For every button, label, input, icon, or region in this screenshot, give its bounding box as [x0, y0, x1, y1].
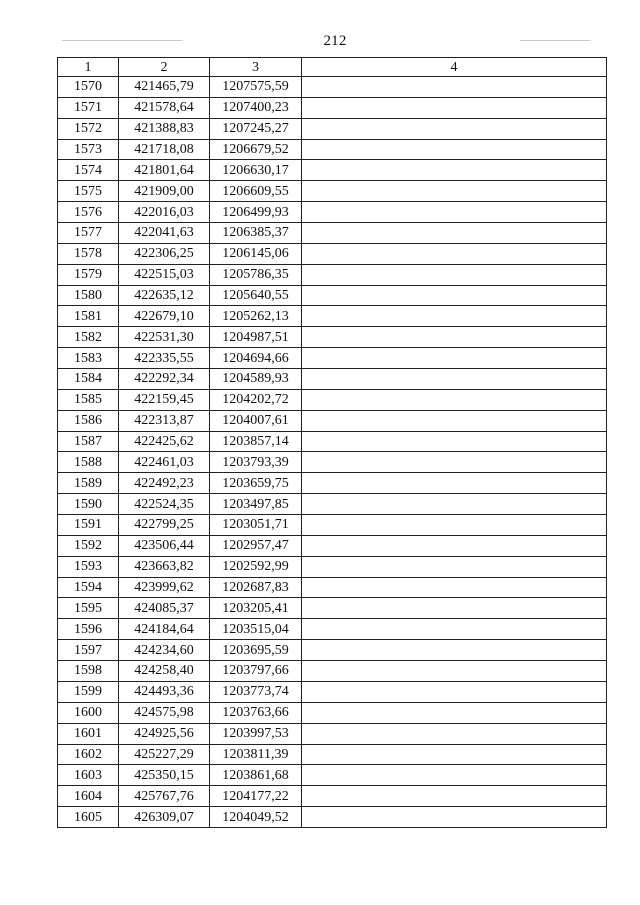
- point-number-cell: 1582: [58, 327, 119, 348]
- point-number-cell: 1591: [58, 515, 119, 536]
- note-cell: [302, 681, 607, 702]
- note-cell: [302, 118, 607, 139]
- x-coordinate-cell: 421909,00: [119, 181, 210, 202]
- note-cell: [302, 619, 607, 640]
- point-number-cell: 1590: [58, 494, 119, 515]
- x-coordinate-cell: 424085,37: [119, 598, 210, 619]
- y-coordinate-cell: 1203797,66: [210, 661, 302, 682]
- table-row: [58, 160, 607, 181]
- table-body: [58, 77, 607, 828]
- point-number-cell: 1588: [58, 452, 119, 473]
- x-coordinate-cell: 424925,56: [119, 723, 210, 744]
- y-coordinate-cell: 1207400,23: [210, 97, 302, 118]
- coordinates-table: [57, 57, 607, 828]
- y-coordinate-cell: 1203793,39: [210, 452, 302, 473]
- point-number-cell: 1587: [58, 431, 119, 452]
- x-coordinate-cell: 422679,10: [119, 306, 210, 327]
- point-number-cell: 1577: [58, 223, 119, 244]
- y-coordinate-cell: 1204049,52: [210, 807, 302, 828]
- note-cell: [302, 369, 607, 390]
- table-row: [58, 494, 607, 515]
- x-coordinate-cell: 422461,03: [119, 452, 210, 473]
- point-number-cell: 1583: [58, 348, 119, 369]
- y-coordinate-cell: 1203811,39: [210, 744, 302, 765]
- y-coordinate-cell: 1203051,71: [210, 515, 302, 536]
- x-coordinate-cell: 422041,63: [119, 223, 210, 244]
- y-coordinate-cell: 1204177,22: [210, 786, 302, 807]
- point-number-cell: 1597: [58, 640, 119, 661]
- note-cell: [302, 723, 607, 744]
- y-coordinate-cell: 1203773,74: [210, 681, 302, 702]
- point-number-cell: 1578: [58, 243, 119, 264]
- x-coordinate-cell: 422313,87: [119, 410, 210, 431]
- y-coordinate-cell: 1206145,06: [210, 243, 302, 264]
- note-cell: [302, 410, 607, 431]
- table-row: [58, 723, 607, 744]
- point-number-cell: 1599: [58, 681, 119, 702]
- table-row: [58, 681, 607, 702]
- note-cell: [302, 264, 607, 285]
- x-coordinate-cell: 423506,44: [119, 535, 210, 556]
- x-coordinate-cell: 422159,45: [119, 389, 210, 410]
- column-header-1: 1: [58, 58, 119, 77]
- y-coordinate-cell: 1207575,59: [210, 77, 302, 98]
- point-number-cell: 1575: [58, 181, 119, 202]
- y-coordinate-cell: 1206385,37: [210, 223, 302, 244]
- point-number-cell: 1592: [58, 535, 119, 556]
- point-number-cell: 1594: [58, 577, 119, 598]
- point-number-cell: 1580: [58, 285, 119, 306]
- table-row: [58, 118, 607, 139]
- point-number-cell: 1584: [58, 369, 119, 390]
- point-number-cell: 1596: [58, 619, 119, 640]
- x-coordinate-cell: 421578,64: [119, 97, 210, 118]
- table-row: [58, 369, 607, 390]
- y-coordinate-cell: 1203497,85: [210, 494, 302, 515]
- x-coordinate-cell: 425350,15: [119, 765, 210, 786]
- table-row: [58, 765, 607, 786]
- x-coordinate-cell: 422492,23: [119, 473, 210, 494]
- note-cell: [302, 348, 607, 369]
- y-coordinate-cell: 1202592,99: [210, 556, 302, 577]
- y-coordinate-cell: 1205262,13: [210, 306, 302, 327]
- table-row: [58, 786, 607, 807]
- scan-artifact-line: [62, 40, 182, 41]
- table-row: [58, 139, 607, 160]
- table-row: [58, 807, 607, 828]
- note-cell: [302, 202, 607, 223]
- point-number-cell: 1571: [58, 97, 119, 118]
- table-row: [58, 77, 607, 98]
- x-coordinate-cell: 421801,64: [119, 160, 210, 181]
- x-coordinate-cell: 422425,62: [119, 431, 210, 452]
- y-coordinate-cell: 1205640,55: [210, 285, 302, 306]
- table-row: [58, 577, 607, 598]
- note-cell: [302, 702, 607, 723]
- table-row: [58, 661, 607, 682]
- point-number-cell: 1576: [58, 202, 119, 223]
- x-coordinate-cell: 424184,64: [119, 619, 210, 640]
- point-number-cell: 1593: [58, 556, 119, 577]
- y-coordinate-cell: 1203659,75: [210, 473, 302, 494]
- point-number-cell: 1581: [58, 306, 119, 327]
- y-coordinate-cell: 1203763,66: [210, 702, 302, 723]
- note-cell: [302, 452, 607, 473]
- note-cell: [302, 556, 607, 577]
- y-coordinate-cell: 1204987,51: [210, 327, 302, 348]
- note-cell: [302, 535, 607, 556]
- point-number-cell: 1605: [58, 807, 119, 828]
- y-coordinate-cell: 1204007,61: [210, 410, 302, 431]
- table-row: [58, 640, 607, 661]
- scan-artifact-line: [520, 40, 590, 41]
- x-coordinate-cell: 421388,83: [119, 118, 210, 139]
- y-coordinate-cell: 1203997,53: [210, 723, 302, 744]
- table-row: [58, 202, 607, 223]
- x-coordinate-cell: 424234,60: [119, 640, 210, 661]
- x-coordinate-cell: 422335,55: [119, 348, 210, 369]
- table-row: [58, 619, 607, 640]
- table-header-row: [58, 58, 607, 77]
- point-number-cell: 1603: [58, 765, 119, 786]
- note-cell: [302, 744, 607, 765]
- point-number-cell: 1574: [58, 160, 119, 181]
- table-row: [58, 348, 607, 369]
- note-cell: [302, 181, 607, 202]
- y-coordinate-cell: 1204202,72: [210, 389, 302, 410]
- table-row: [58, 243, 607, 264]
- note-cell: [302, 77, 607, 98]
- column-header-3: 3: [210, 58, 302, 77]
- table-row: [58, 181, 607, 202]
- note-cell: [302, 473, 607, 494]
- y-coordinate-cell: 1203515,04: [210, 619, 302, 640]
- note-cell: [302, 577, 607, 598]
- x-coordinate-cell: 424575,98: [119, 702, 210, 723]
- x-coordinate-cell: 422531,30: [119, 327, 210, 348]
- table-row: [58, 702, 607, 723]
- y-coordinate-cell: 1206679,52: [210, 139, 302, 160]
- column-header-4: 4: [302, 58, 607, 77]
- point-number-cell: 1573: [58, 139, 119, 160]
- x-coordinate-cell: 422016,03: [119, 202, 210, 223]
- note-cell: [302, 223, 607, 244]
- point-number-cell: 1604: [58, 786, 119, 807]
- point-number-cell: 1585: [58, 389, 119, 410]
- point-number-cell: 1572: [58, 118, 119, 139]
- point-number-cell: 1586: [58, 410, 119, 431]
- note-cell: [302, 97, 607, 118]
- note-cell: [302, 389, 607, 410]
- x-coordinate-cell: 423999,62: [119, 577, 210, 598]
- y-coordinate-cell: 1203857,14: [210, 431, 302, 452]
- x-coordinate-cell: 423663,82: [119, 556, 210, 577]
- note-cell: [302, 431, 607, 452]
- table-row: [58, 285, 607, 306]
- y-coordinate-cell: 1202687,83: [210, 577, 302, 598]
- table-row: [58, 452, 607, 473]
- note-cell: [302, 598, 607, 619]
- note-cell: [302, 327, 607, 348]
- note-cell: [302, 139, 607, 160]
- y-coordinate-cell: 1204589,93: [210, 369, 302, 390]
- table-row: [58, 515, 607, 536]
- note-cell: [302, 640, 607, 661]
- point-number-cell: 1579: [58, 264, 119, 285]
- x-coordinate-cell: 422292,34: [119, 369, 210, 390]
- note-cell: [302, 306, 607, 327]
- y-coordinate-cell: 1205786,35: [210, 264, 302, 285]
- note-cell: [302, 786, 607, 807]
- table-row: [58, 306, 607, 327]
- y-coordinate-cell: 1206609,55: [210, 181, 302, 202]
- point-number-cell: 1595: [58, 598, 119, 619]
- table-row: [58, 223, 607, 244]
- x-coordinate-cell: 424493,36: [119, 681, 210, 702]
- table-row: [58, 264, 607, 285]
- x-coordinate-cell: 425767,76: [119, 786, 210, 807]
- x-coordinate-cell: 422306,25: [119, 243, 210, 264]
- y-coordinate-cell: 1206630,17: [210, 160, 302, 181]
- y-coordinate-cell: 1206499,93: [210, 202, 302, 223]
- x-coordinate-cell: 421465,79: [119, 77, 210, 98]
- note-cell: [302, 765, 607, 786]
- y-coordinate-cell: 1203861,68: [210, 765, 302, 786]
- table-row: [58, 410, 607, 431]
- point-number-cell: 1602: [58, 744, 119, 765]
- note-cell: [302, 807, 607, 828]
- y-coordinate-cell: 1207245,27: [210, 118, 302, 139]
- note-cell: [302, 515, 607, 536]
- note-cell: [302, 661, 607, 682]
- note-cell: [302, 160, 607, 181]
- x-coordinate-cell: 422515,03: [119, 264, 210, 285]
- y-coordinate-cell: 1203695,59: [210, 640, 302, 661]
- x-coordinate-cell: 425227,29: [119, 744, 210, 765]
- page-number: 212: [323, 33, 347, 49]
- x-coordinate-cell: 422799,25: [119, 515, 210, 536]
- x-coordinate-cell: 421718,08: [119, 139, 210, 160]
- table-row: [58, 556, 607, 577]
- table-row: [58, 535, 607, 556]
- point-number-cell: 1598: [58, 661, 119, 682]
- point-number-cell: 1600: [58, 702, 119, 723]
- note-cell: [302, 494, 607, 515]
- table-row: [58, 389, 607, 410]
- table-row: [58, 744, 607, 765]
- table-row: [58, 327, 607, 348]
- table-row: [58, 431, 607, 452]
- table-row: [58, 97, 607, 118]
- y-coordinate-cell: 1204694,66: [210, 348, 302, 369]
- y-coordinate-cell: 1203205,41: [210, 598, 302, 619]
- x-coordinate-cell: 426309,07: [119, 807, 210, 828]
- point-number-cell: 1570: [58, 77, 119, 98]
- column-header-2: 2: [119, 58, 210, 77]
- y-coordinate-cell: 1202957,47: [210, 535, 302, 556]
- note-cell: [302, 243, 607, 264]
- table-row: [58, 598, 607, 619]
- x-coordinate-cell: 422635,12: [119, 285, 210, 306]
- point-number-cell: 1589: [58, 473, 119, 494]
- x-coordinate-cell: 422524,35: [119, 494, 210, 515]
- x-coordinate-cell: 424258,40: [119, 661, 210, 682]
- note-cell: [302, 285, 607, 306]
- table-row: [58, 473, 607, 494]
- point-number-cell: 1601: [58, 723, 119, 744]
